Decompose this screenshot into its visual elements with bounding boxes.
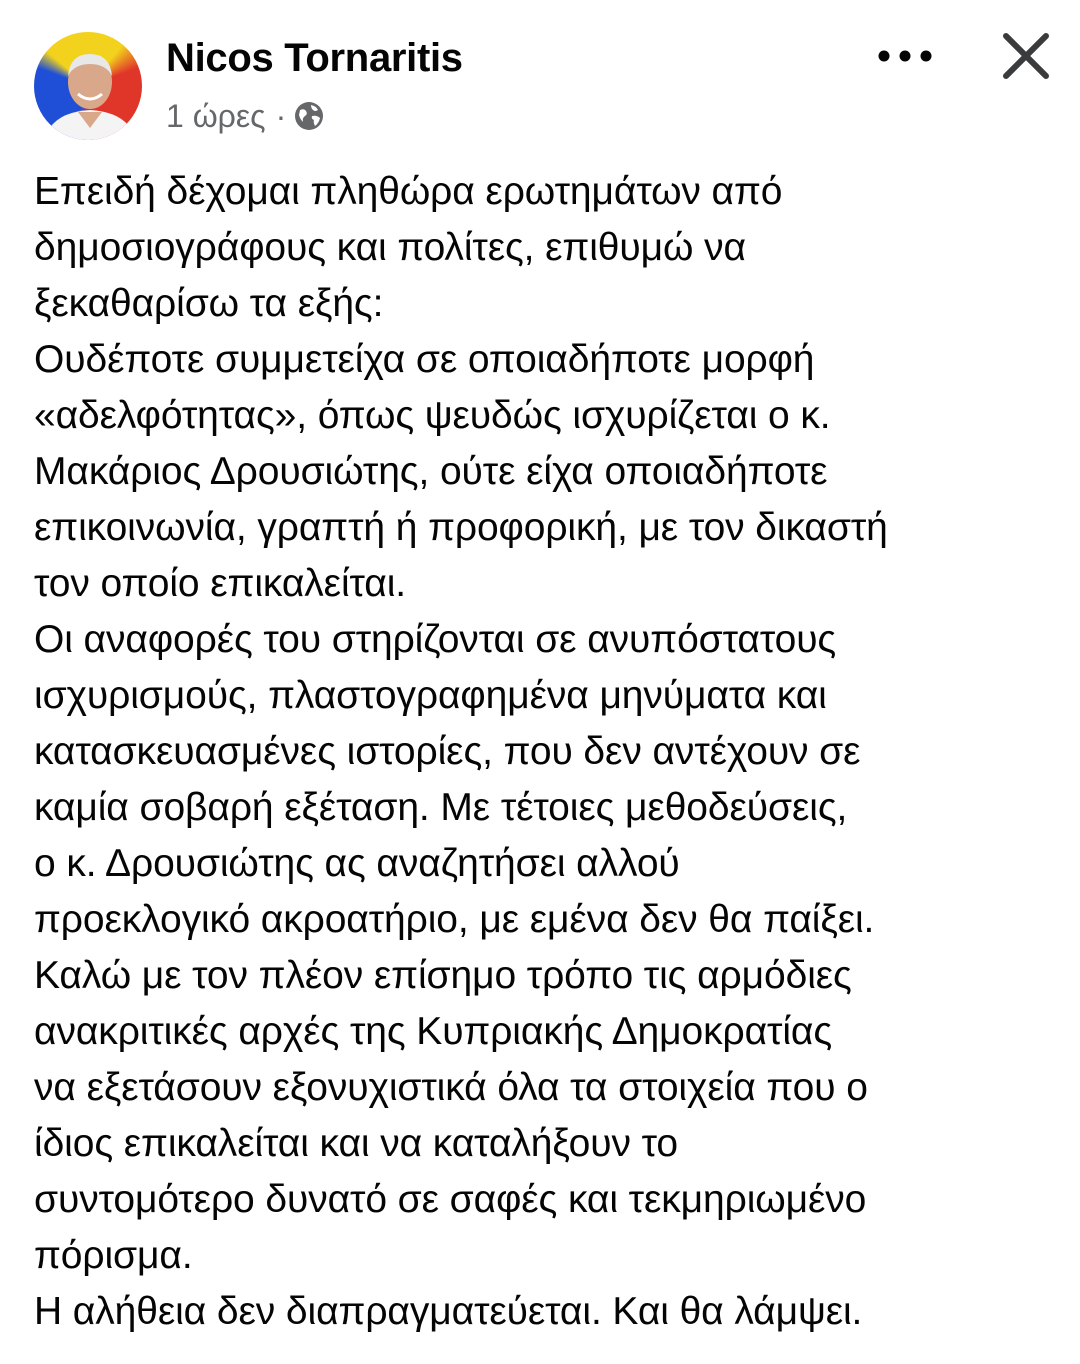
globe-icon: [294, 101, 324, 131]
post-time[interactable]: 1 ώρες: [166, 97, 266, 134]
close-icon: [996, 26, 1056, 86]
post-text-line: Μακάριος Δρουσιώτης, ούτε είχα οποιαδήποτε: [34, 450, 828, 493]
avatar-portrait-icon: [34, 32, 142, 140]
post-text-line: κατασκευασμένες ιστορίες, που δεν αντέχουν σε: [34, 730, 861, 773]
post-meta: [166, 96, 324, 136]
more-options-button[interactable]: [872, 36, 938, 76]
post-text-line: πόρισμα.: [34, 1234, 193, 1277]
post-header: [0, 0, 1080, 150]
post-text-line: ίδιος επικαλείται και να καταλήξουν το: [34, 1122, 678, 1165]
post-text-line: Ουδέποτε συμμετείχα σε οποιαδήποτε μορφή: [34, 338, 815, 381]
avatar[interactable]: [34, 32, 142, 140]
post-text-line: Καλώ με τον πλέον επίσημο τρόπο τις αρμόδιες: [34, 954, 852, 997]
more-options-icon: [872, 36, 938, 76]
post-text-line: επικοινωνία, γραπτή ή προφορική, με τον δικαστή: [34, 506, 888, 549]
meta-separator: ·: [275, 97, 287, 134]
post-text-line: «αδελφότητας», όπως ψευδώς ισχυρίζεται ο κ.: [34, 394, 831, 437]
post-text-line: ανακριτικές αρχές της Κυπριακής Δημοκρατίας: [34, 1010, 833, 1053]
post-text-line: δημοσιογράφους και πολίτες, επιθυμώ να: [34, 226, 746, 269]
post-text-line: Οι αναφορές του στηρίζονται σε ανυπόστατους: [34, 618, 837, 661]
post-text-line: ξεκαθαρίσω τα εξής:: [34, 282, 384, 325]
post-text-line: ο κ. Δρουσιώτης ας αναζητήσει αλλού: [34, 842, 680, 885]
post-text-line: συντομότερο δυνατό σε σαφές και τεκμηριωμένο: [34, 1178, 867, 1221]
post-text-line: τον οποίο επικαλείται.: [34, 562, 407, 605]
post-text: [34, 164, 1044, 1340]
post-text-line: Η αλήθεια δεν διαπραγματεύεται. Και θα λάμψει.: [34, 1290, 863, 1333]
post-text-line: Επειδή δέχομαι πληθώρα ερωτημάτων από: [34, 170, 783, 213]
author-name[interactable]: Nicos Tornaritis: [166, 36, 463, 80]
post-text-line: να εξετάσουν εξονυχιστικά όλα τα στοιχεία που ο: [34, 1066, 868, 1109]
post-text-line: καμία σοβαρή εξέταση. Με τέτοιες μεθοδεύσεις,: [34, 786, 848, 829]
post-text-line: ισχυρισμούς, πλαστογραφημένα μηνύματα και: [34, 674, 827, 717]
post-text-line: προεκλογικό ακροατήριο, με εμένα δεν θα παίξει.: [34, 898, 875, 941]
close-button[interactable]: [996, 26, 1056, 86]
